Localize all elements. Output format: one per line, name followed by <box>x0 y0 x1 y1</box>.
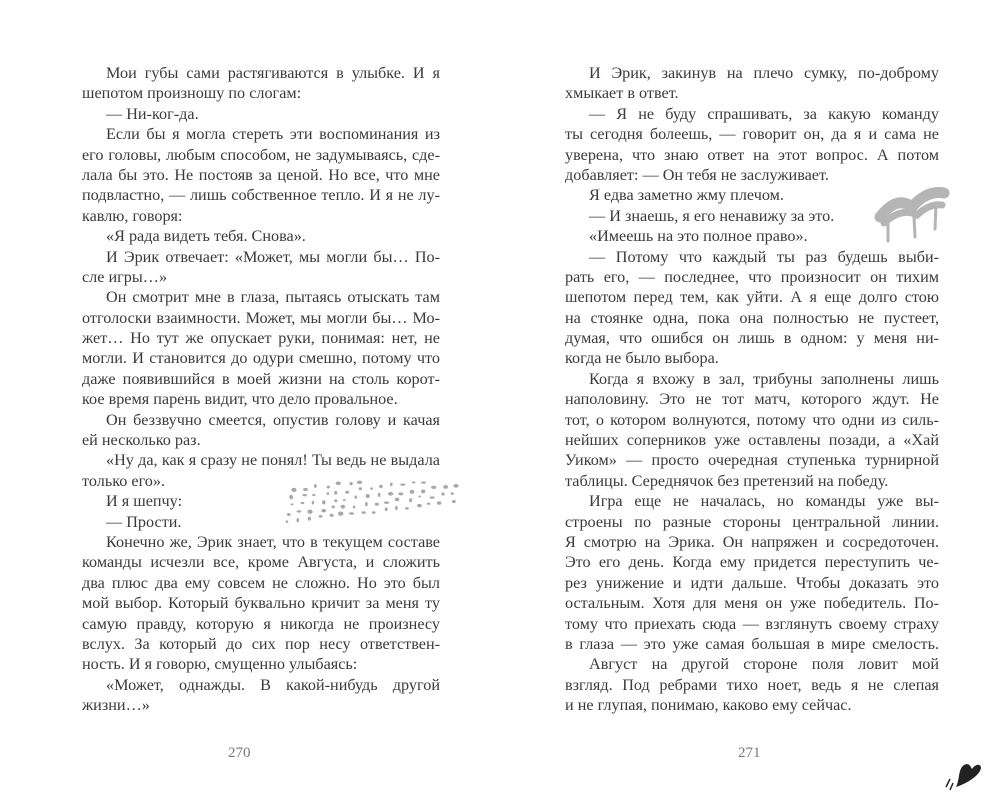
ornament-dot <box>308 510 313 514</box>
text-line: только его». <box>82 471 166 490</box>
ornament-dot <box>297 510 302 512</box>
ornament-dot <box>395 498 400 502</box>
text-line: на стоянке одна, пока она полностью не пустеет, <box>565 308 939 327</box>
text-line: его головы, любым способом, не задумываясь, сде- <box>82 145 440 164</box>
text-line: И Эрик отвечает: «Может, мы могли бы… По- <box>106 247 440 266</box>
text-line: самую правду, которую я никогда не произнесу <box>82 614 440 633</box>
ornament-dot <box>366 494 370 498</box>
text-line: два плюс два ему совсем не сложно. Но это был <box>82 573 440 592</box>
ornament-dot <box>338 511 343 515</box>
text-line: лала бы это. Не постояв за ценой. Но все, что мне <box>82 165 440 184</box>
text-line: рез унижение и идти дальше. Чтобы доказать это <box>565 573 939 592</box>
text-line: хмыкает в ответ. <box>565 84 679 103</box>
text-line: «Я рада видеть тебя. Снова». <box>106 227 306 246</box>
ornament-dot <box>443 485 448 489</box>
text-line: сле игры…» <box>82 267 168 286</box>
dots-ornament <box>280 478 465 528</box>
text-line: мой выбор. Который буквально кричит за меня ту <box>82 594 440 613</box>
text-line: нейших соперников уже оставлены позади, а «Хай <box>565 431 939 450</box>
right-page-text <box>565 63 939 716</box>
left-page-text <box>82 63 440 716</box>
text-line: шепотом произношу по слогам: <box>82 84 302 103</box>
text-line: — Прости. <box>106 512 182 531</box>
text-line: строены по разные стороны центральной линии. <box>565 512 939 531</box>
ornament-dot <box>412 481 416 483</box>
text-line: взгляд. Под ребрами тихо ноет, ведь я не слепая <box>565 675 939 694</box>
text-line: думая, что ошибся он лишь в одном: у меня ни- <box>565 329 939 348</box>
ornament-dot <box>327 492 330 495</box>
text-line: могли. И становится до одури смешно, потому что <box>82 349 440 368</box>
text-line: Август на другой стороне поля ловит мой <box>589 655 939 674</box>
text-line: в глаза — это уже самая большая в мире смелость. <box>565 634 939 653</box>
ornament-dot <box>398 492 403 495</box>
text-line: Игра еще не началась, но команды уже вы- <box>589 492 939 511</box>
ornament-dot <box>314 484 317 488</box>
ornament-dot <box>308 517 311 521</box>
text-line: Это его день. Когда ему придется переступить че- <box>565 553 939 572</box>
ornament-dot <box>359 487 363 490</box>
text-line: жизни…» <box>82 696 150 715</box>
text-line: когда не было выбора. <box>565 349 719 368</box>
text-line: «Ну да, как я сразу не понял! Ты ведь не выдала <box>106 451 440 470</box>
ornament-dot <box>291 503 294 505</box>
text-line: «Имеешь на это полное право». <box>589 227 808 246</box>
text-line: Я смотрю на Эрика. Он напряжен и сосредоточен. <box>565 532 939 551</box>
text-line: рать его, — последнее, что произносит он тихим <box>565 267 939 286</box>
ornament-dot <box>286 520 289 523</box>
text-line: отголоски взаимности. Может, мы могли бы… Мо- <box>82 308 440 327</box>
text-line: наполовину. Это не тот матч, которого ждут. Не <box>565 390 939 409</box>
ornament-dot <box>409 498 412 502</box>
text-line: Он беззвучно смеется, опустив голову и качая <box>106 410 440 429</box>
text-line: команды исчезли все, кроме Августа, и сложить <box>82 553 440 572</box>
ornament-dot <box>349 512 354 514</box>
text-line: «Может, однажды. В какой-нибудь другой <box>106 675 440 694</box>
ornament-dot <box>343 499 346 501</box>
text-line: жет… Но тут же опускает руки, понимая: нет, не <box>82 329 440 348</box>
text-line: вслух. За который до сих пор несу ответствен- <box>82 634 440 653</box>
ornament-dot <box>370 487 373 489</box>
text-line: ты сегодня болеешь, — говорит он, да я и сама не <box>565 125 939 144</box>
ornament-dot <box>437 501 442 505</box>
page-number-right: 271 <box>738 745 761 761</box>
ornament-dot <box>441 492 444 495</box>
ornament-dot <box>384 501 389 504</box>
ornament-dot <box>319 515 323 518</box>
text-line: уверена, что знаю ответ на этот вопрос. А потом <box>565 145 939 164</box>
ornament-dot <box>453 484 458 488</box>
text-line: остальным. Хотя для меня он уже победитель. По- <box>565 594 939 613</box>
ornament-dot <box>303 488 308 491</box>
text-line: добавляет: — Он тебя не заслуживает. <box>565 165 829 184</box>
text-line: И Эрик, закинув на плечо сумку, по-доброму <box>589 64 939 82</box>
ornament-dot <box>302 494 307 496</box>
text-line: И я шепчу: <box>106 492 183 511</box>
ornament-dot <box>390 482 393 486</box>
text-line: Мои губы сами растягиваются в улыбке. И я <box>106 64 440 82</box>
ornament-dot <box>336 482 341 485</box>
ornament-dot <box>405 507 409 510</box>
ornament-dot <box>322 500 325 504</box>
text-line: подвластно, — лишь собственное тепло. И я не лу- <box>82 186 440 205</box>
ornament-dot <box>378 493 381 497</box>
ornament-dot <box>312 494 315 496</box>
ornament-dot <box>430 496 435 498</box>
text-line: кое время парень видит, что дело провальное. <box>82 390 398 409</box>
text-line: ей несколько раз. <box>82 431 201 450</box>
heart-icon <box>942 757 987 792</box>
ornament-dot <box>421 482 426 484</box>
page-number-left: 270 <box>228 745 251 761</box>
text-line: Когда я вхожу в зал, трибуны заполнены лишь <box>589 369 939 388</box>
ornament-dot <box>395 506 398 510</box>
text-line: таблицы. Середнячок без претензий на победу. <box>565 471 889 490</box>
ornament-dot <box>301 502 305 504</box>
ornament-dot <box>353 506 355 509</box>
text-line: Конечно же, Эрик знает, что в текущем составе <box>106 532 440 551</box>
text-line: — Потому что каждый ты раз будешь выби- <box>589 247 939 266</box>
brush-stroke-ornament <box>872 185 952 245</box>
ornament-dot <box>431 486 437 489</box>
text-line: даже появившийся в моей жизни на столь корот- <box>82 369 440 388</box>
ornament-dot <box>418 495 421 497</box>
text-line: кавлю, говоря: <box>82 206 183 225</box>
ornament-dot <box>372 511 376 514</box>
text-line: шепотом перед тем, как уйти. А я еще долго стою <box>565 288 939 307</box>
ornament-dot <box>421 489 425 493</box>
ornament-dot <box>321 509 326 513</box>
ornament-dot <box>291 488 296 492</box>
ornament-dot <box>341 505 346 509</box>
ornament-dot <box>410 490 415 494</box>
ornament-dot <box>452 500 456 503</box>
ornament-dot <box>375 503 379 506</box>
ornament-dot <box>312 501 314 505</box>
text-line: и не глупая, понимаю, каково ему сейчас. <box>565 696 852 715</box>
text-line: тот, о котором волнуются, потому что одни из силь- <box>565 410 939 429</box>
text-line: — Ни-ког-да. <box>106 104 199 123</box>
ornament-dot <box>289 495 293 499</box>
ornament-dot <box>350 482 353 485</box>
text-line: Уиком» — просто очередная ступенька турнирной <box>565 451 939 470</box>
ornament-dot <box>334 499 337 502</box>
text-line: — И знаешь, я его ненавижу за это. <box>589 206 835 225</box>
ornament-dot <box>388 492 393 496</box>
text-line: Я едва заметно жму плечом. <box>589 186 784 205</box>
ornament-dot <box>327 486 330 489</box>
ornament-dot <box>354 495 356 498</box>
ornament-dot <box>357 481 362 484</box>
ornament-dot <box>287 513 291 516</box>
ornament-dot <box>417 504 422 508</box>
ornament-dot <box>345 491 349 494</box>
text-line: Он смотрит мне в глаза, пытаясь отыскать там <box>106 288 440 307</box>
ornament-dot <box>332 505 335 508</box>
ornament-dot <box>451 492 454 495</box>
text-line: Если бы я могла стереть эти воспоминания из <box>106 125 440 144</box>
text-line: тому что приехать сюда — взглянуть своему страху <box>565 614 939 633</box>
ornament-dot <box>361 511 366 514</box>
ornament-dot <box>400 484 405 486</box>
ornament-dot <box>365 502 368 506</box>
ornament-dot <box>385 507 388 511</box>
ornament-dot <box>296 518 299 522</box>
ornament-dot <box>427 503 431 505</box>
ornament-dot <box>330 514 334 517</box>
text-line: ность. И я говорю, смущенно улыбаясь: <box>82 655 358 674</box>
ornament-dot <box>334 491 337 495</box>
text-line: — Я не буду спрашивать, за какую команду <box>589 104 939 123</box>
ornament-dot <box>379 485 383 488</box>
